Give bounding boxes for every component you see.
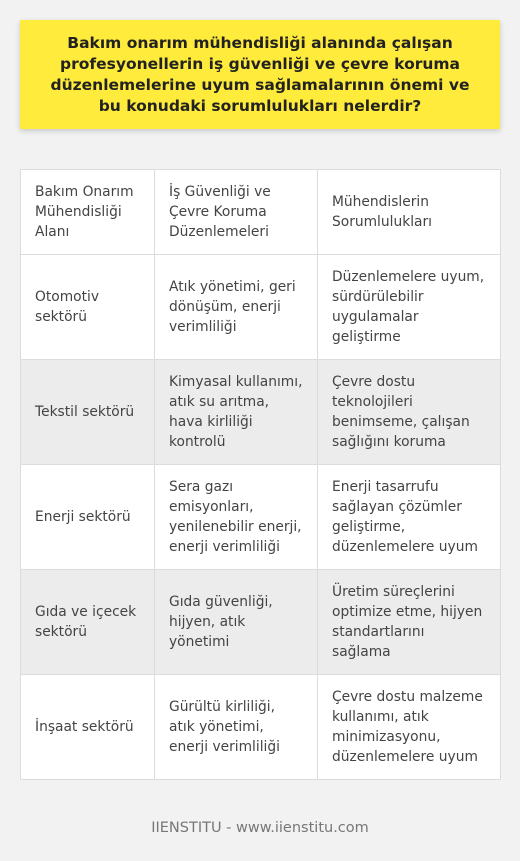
table-cell-regulations: Kimyasal kullanımı, atık su arıtma, hava kirliliği kontrolü <box>155 360 318 465</box>
table-cell-responsibilities: Enerji tasarrufu sağlayan çözümler geliştirme, düzenlemelere uyum <box>318 465 501 570</box>
table-cell-responsibilities: Düzenlemelere uyum, sürdürülebilir uygulamalar geliştirme <box>318 255 501 360</box>
table-row <box>21 465 501 570</box>
header-cell-area: Bakım Onarım Mühendisliği Alanı <box>21 170 155 255</box>
header-cell-regulations: İş Güvenliği ve Çevre Koruma Düzenlemeleri <box>155 170 318 255</box>
table-header-row <box>21 170 501 255</box>
table-cell-responsibilities: Çevre dostu malzeme kullanımı, atık minimizasyonu, düzenlemelere uyum <box>318 675 501 780</box>
table-row <box>21 255 501 360</box>
table-cell-area: Tekstil sektörü <box>21 360 155 465</box>
data-table <box>20 169 501 780</box>
table-cell-regulations: Gürültü kirliliği, atık yönetimi, enerji verimliliği <box>155 675 318 780</box>
table-row <box>21 360 501 465</box>
table-cell-responsibilities: Üretim süreçlerini optimize etme, hijyen standartlarını sağlama <box>318 570 501 675</box>
table-cell-area: Enerji sektörü <box>21 465 155 570</box>
table-cell-regulations: Atık yönetimi, geri dönüşüm, enerji verimliliği <box>155 255 318 360</box>
footer-credit: IIENSTITU - www.iienstitu.com <box>151 820 369 836</box>
header-cell-responsibilities: Mühendislerin Sorumlulukları <box>318 170 501 255</box>
table-cell-regulations: Sera gazı emisyonları, yenilenebilir enerji, enerji verimliliği <box>155 465 318 570</box>
title-banner <box>20 20 500 129</box>
table-cell-regulations: Gıda güvenliği, hijyen, atık yönetimi <box>155 570 318 675</box>
table-cell-area: Otomotiv sektörü <box>21 255 155 360</box>
table-row <box>21 570 501 675</box>
table-cell-responsibilities: Çevre dostu teknolojileri benimseme, çalışan sağlığını koruma <box>318 360 501 465</box>
table-row <box>21 675 501 780</box>
page-title: Bakım onarım mühendisliği alanında çalışan profesyonellerin iş güvenliği ve çevre koruma düzenlemelerine uyum sağlamalarının önemi ve bu konudaki sorumlulukları nelerdir? <box>50 33 470 115</box>
table-cell-area: Gıda ve içecek sektörü <box>21 570 155 675</box>
table-cell-area: İnşaat sektörü <box>21 675 155 780</box>
